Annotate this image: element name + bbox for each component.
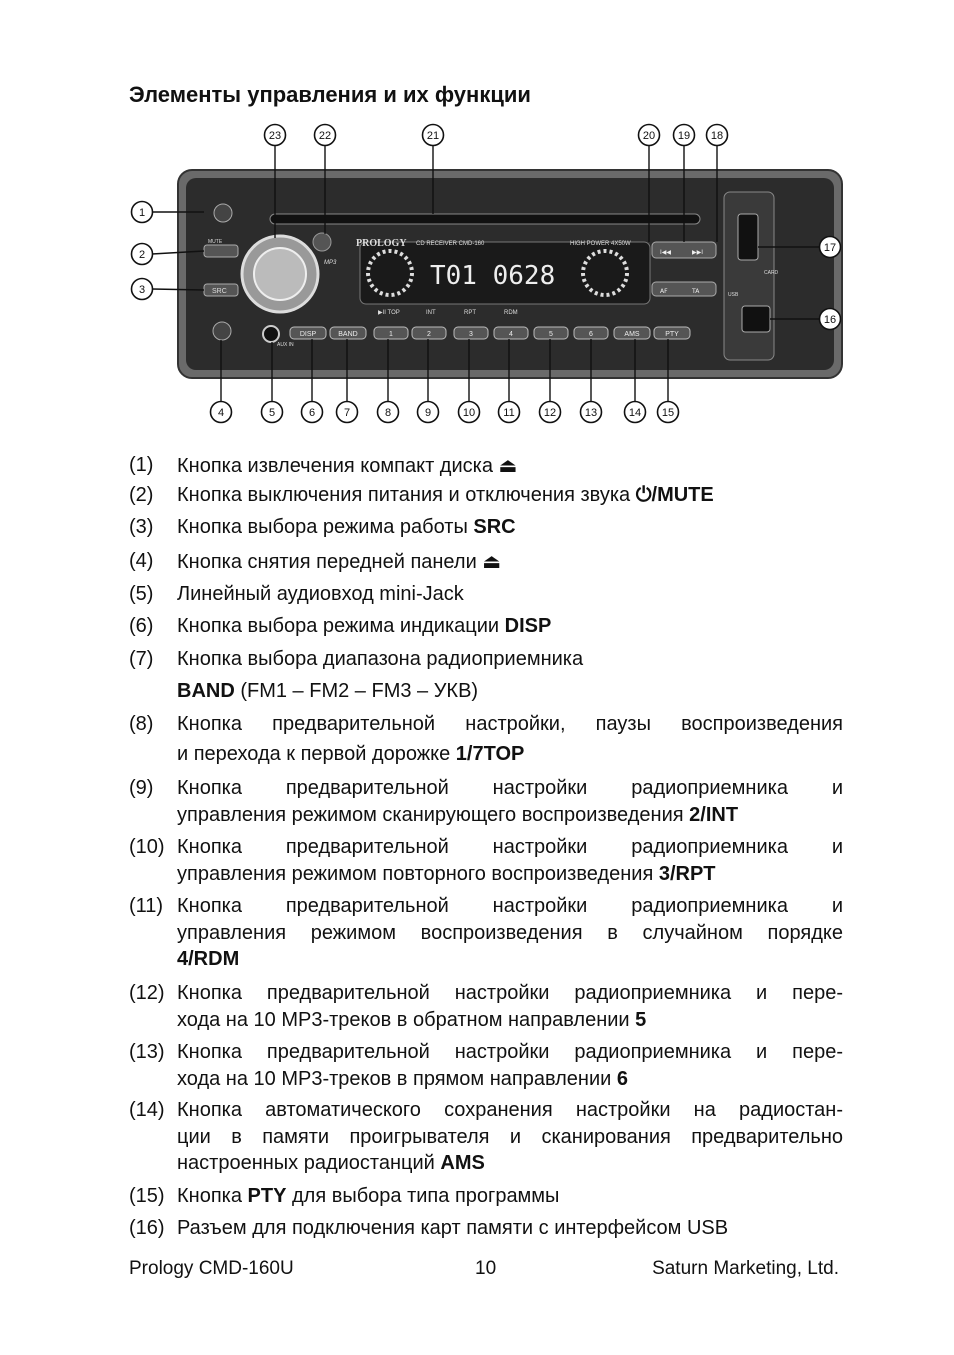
function-label: INT bbox=[426, 310, 436, 316]
right-button-label: ▶▶I bbox=[692, 249, 703, 256]
callout-label: 11 bbox=[503, 407, 515, 419]
front-button-label: 4 bbox=[509, 331, 513, 338]
callout-label: 6 bbox=[308, 407, 316, 419]
item-text: Кнопка предварительной настройки, паузы воспроизведения bbox=[177, 713, 843, 735]
usb-label: USB bbox=[728, 292, 739, 298]
item-text: Кнопка снятия передней панели ⏏ bbox=[177, 549, 502, 573]
item-number: (1) bbox=[129, 454, 154, 476]
item-text: BAND (FM1 – FM2 – FM3 – УКВ) bbox=[177, 680, 479, 702]
right-button-label: TA bbox=[692, 288, 700, 295]
callout-label: 16 bbox=[823, 314, 837, 326]
callout-label: 3 bbox=[138, 284, 146, 296]
item-number: (16) bbox=[129, 1217, 165, 1239]
callout-label: 14 bbox=[628, 407, 642, 419]
item-number: (13) bbox=[129, 1041, 165, 1063]
page-title: Элементы управления и их функции bbox=[129, 82, 531, 107]
item-number: (5) bbox=[129, 583, 154, 605]
front-button-label: 2 bbox=[427, 331, 431, 338]
item-number: (2) bbox=[129, 484, 154, 506]
callout-label: 17 bbox=[823, 242, 837, 254]
front-button-label: PTY bbox=[665, 331, 679, 338]
item-number: (9) bbox=[129, 777, 154, 799]
model-label: CD RECEIVER CMD-160 bbox=[416, 241, 485, 247]
item-text: Кнопка выключения питания и отключения звука ⏻/MUTE bbox=[177, 484, 714, 506]
display-text: T01 0628 bbox=[430, 261, 556, 291]
power-label: HIGH POWER 4X50W bbox=[570, 241, 631, 247]
footer-left: Prology CMD-160U bbox=[129, 1258, 294, 1279]
item-text: Кнопка предварительной настройки радиоприемника и bbox=[177, 777, 843, 799]
function-label: RDM bbox=[504, 310, 518, 316]
page-number: 10 bbox=[475, 1258, 497, 1279]
item-text: Разъем для подключения карт памяти с интерфейсом USB bbox=[177, 1217, 729, 1239]
item-number: (7) bbox=[129, 648, 154, 670]
callout-label: 2 bbox=[138, 249, 146, 261]
item-text: Линейный аудиовход mini-Jack bbox=[177, 583, 464, 605]
item-number: (12) bbox=[129, 982, 165, 1004]
item-number: (4) bbox=[129, 550, 154, 572]
callout-line bbox=[152, 289, 204, 290]
item-text: настроенных радиостанций AMS bbox=[177, 1152, 485, 1174]
callout-label: 1 bbox=[138, 207, 146, 219]
front-button-label: 3 bbox=[469, 331, 473, 338]
item-text: Кнопка выбора диапазона радиоприемника bbox=[177, 648, 584, 670]
item-text: Кнопка предварительной настройки радиоприемника и bbox=[177, 836, 843, 858]
callout-label: 10 bbox=[462, 407, 476, 419]
function-label: RPT bbox=[464, 310, 476, 316]
callout-label: 15 bbox=[661, 407, 675, 419]
front-button-label: BAND bbox=[338, 331, 358, 338]
callout-label: 9 bbox=[424, 407, 432, 419]
mp3-label: MP3 bbox=[324, 260, 337, 266]
item-number: (14) bbox=[129, 1099, 165, 1121]
device-diagram bbox=[120, 118, 850, 430]
function-label: ▶II TOP bbox=[378, 310, 400, 316]
item-number: (3) bbox=[129, 516, 154, 538]
item-text: управления режимом повторного воспроизведения 3/RPT bbox=[177, 863, 716, 885]
mute-label: MUTE bbox=[208, 239, 223, 245]
item-text: 4/RDM bbox=[177, 948, 240, 970]
callout-label: 19 bbox=[677, 130, 691, 142]
item-text: Кнопка автоматического сохранения настройки на радиостан- bbox=[177, 1099, 843, 1121]
item-number: (6) bbox=[129, 615, 154, 637]
item-number: (10) bbox=[129, 836, 165, 858]
src-label: SRC bbox=[212, 288, 227, 295]
callout-label: 7 bbox=[343, 407, 351, 419]
item-text: Кнопка извлечения компакт диска ⏏ bbox=[177, 453, 518, 477]
item-text: Кнопка выбора режима работы SRC bbox=[177, 516, 516, 538]
front-button-label: AMS bbox=[624, 331, 640, 338]
item-number: (11) bbox=[129, 895, 164, 917]
front-button-label: DISP bbox=[299, 331, 317, 338]
item-text: управления режимом сканирующего воспроизведения 2/INT bbox=[177, 804, 739, 826]
right-button-label: AF bbox=[660, 288, 668, 295]
callout-label: 8 bbox=[384, 407, 392, 419]
callout-label: 12 bbox=[543, 407, 557, 419]
item-text: Кнопка выбора режима индикации DISP bbox=[177, 615, 552, 637]
item-text: и перехода к первой дорожке 1/7TOP bbox=[177, 743, 525, 765]
card-label: CARD bbox=[764, 270, 779, 276]
item-text: управления режимом воспроизведения в случайном порядке bbox=[177, 922, 843, 944]
item-text: хода на 10 MP3-треков в обратном направлении 5 bbox=[177, 1009, 647, 1031]
callout-label: 13 bbox=[584, 407, 598, 419]
callout-label: 5 bbox=[268, 407, 276, 419]
brand-label: PROLOGY bbox=[356, 238, 407, 249]
item-text: Кнопка предварительной настройки радиоприемника и пере- bbox=[177, 982, 843, 1004]
item-text: Кнопка PTY для выбора типа программы bbox=[177, 1185, 560, 1207]
footer-right: Saturn Marketing, Ltd. bbox=[652, 1258, 839, 1279]
callout-label: 4 bbox=[217, 407, 225, 419]
callout-label: 22 bbox=[318, 130, 332, 142]
callout-label: 18 bbox=[710, 130, 724, 142]
eject-icon: ⏏ bbox=[482, 549, 502, 573]
front-button-label: 1 bbox=[389, 331, 393, 338]
callout-label: 21 bbox=[426, 130, 440, 142]
right-button-label: I◀◀ bbox=[660, 249, 671, 256]
callout-label: 20 bbox=[642, 130, 656, 142]
item-text: Кнопка предварительной настройки радиоприемника и bbox=[177, 895, 843, 917]
eject-icon: ⏏ bbox=[498, 453, 518, 477]
item-number: (15) bbox=[129, 1185, 165, 1207]
item-text: ции в памяти проигрывателя и сканирования предварительно bbox=[177, 1126, 843, 1148]
front-button-label: 6 bbox=[589, 331, 593, 338]
item-text: Кнопка предварительной настройки радиоприемника и пере- bbox=[177, 1041, 843, 1063]
front-button-label: 5 bbox=[549, 331, 553, 338]
item-text: хода на 10 MP3-треков в прямом направлении 6 bbox=[177, 1068, 628, 1090]
aux-label: AUX IN bbox=[277, 342, 294, 348]
callout-label: 23 bbox=[268, 130, 282, 142]
item-number: (8) bbox=[129, 713, 154, 735]
